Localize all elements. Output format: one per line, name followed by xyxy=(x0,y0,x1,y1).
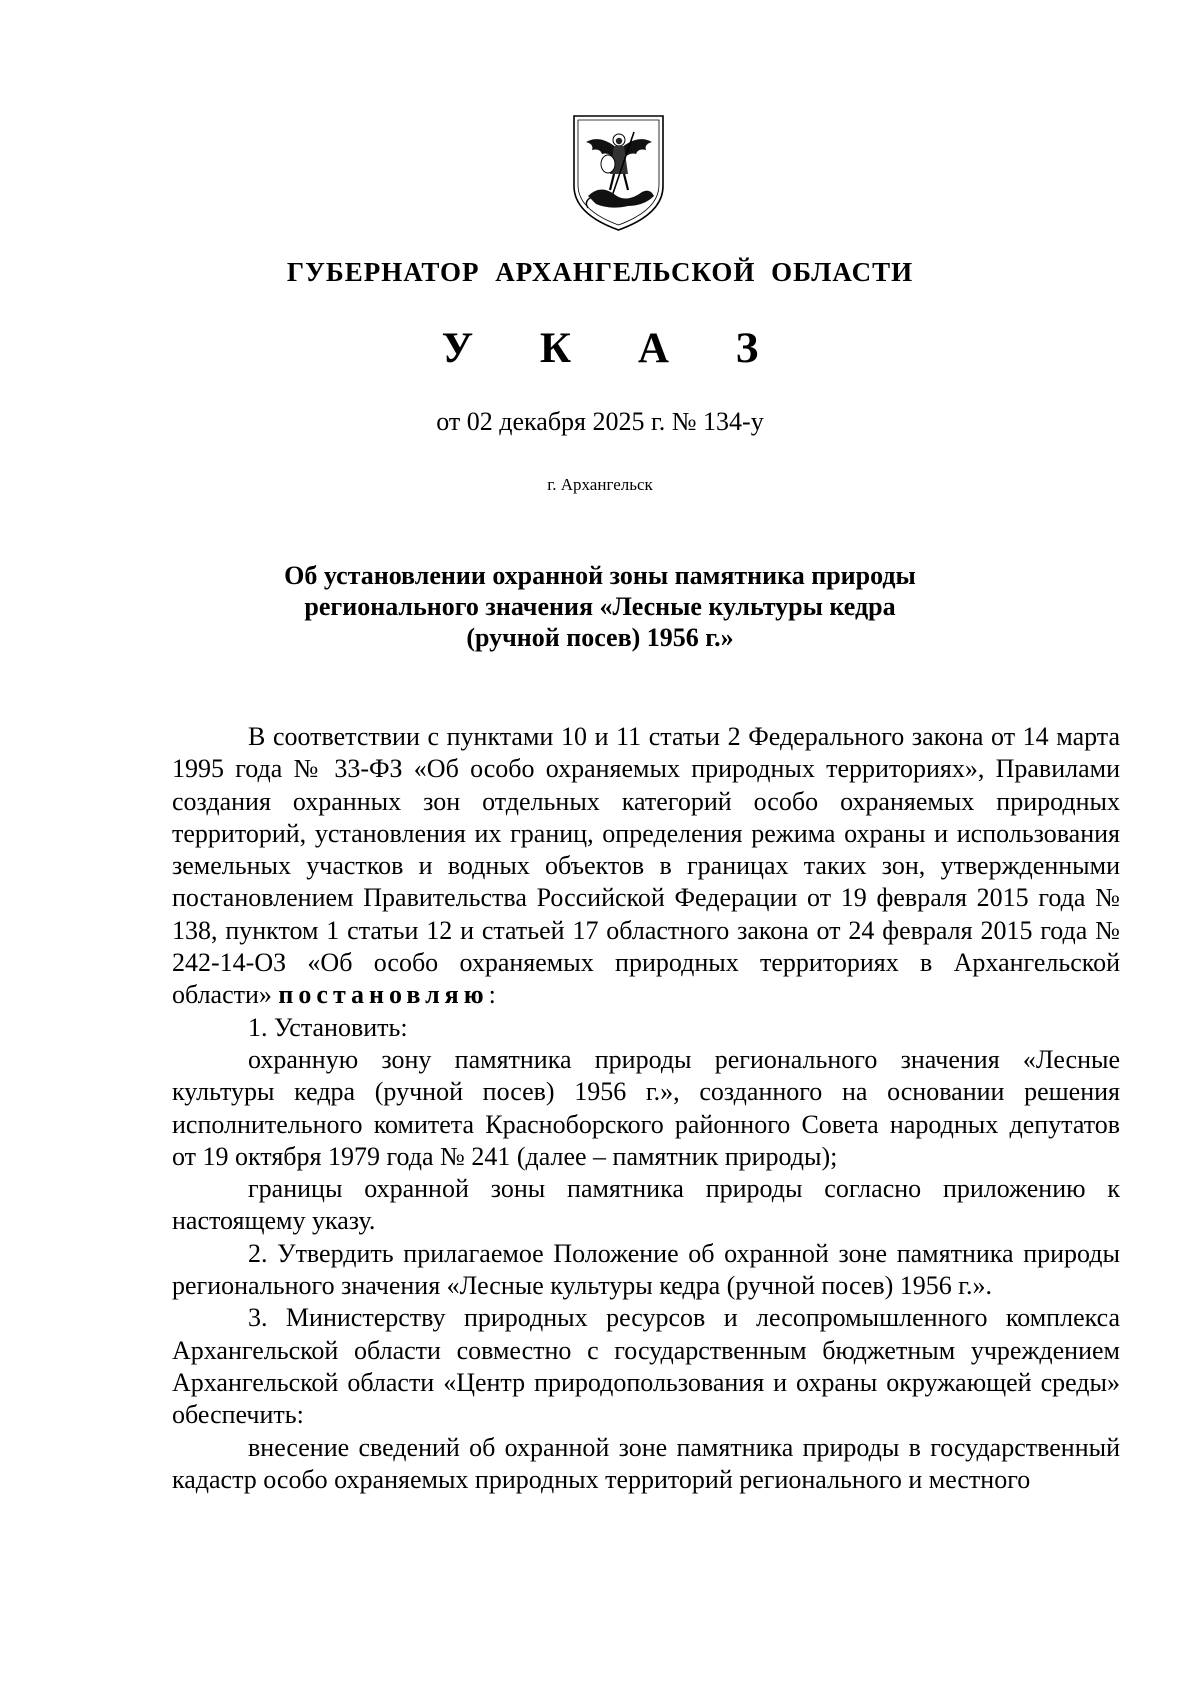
coat-of-arms-emblem xyxy=(570,114,667,232)
document-title-line: (ручной посев) 1956 г.» xyxy=(466,623,734,652)
clause-1b-paragraph: границы охранной зоны памятника природы согласно приложению к настоящему указу. xyxy=(172,1174,1120,1236)
document-type: У К А З xyxy=(441,325,787,372)
document-body xyxy=(172,721,1120,1496)
decree-word: постановляю xyxy=(278,980,489,1010)
preamble-text: В соответствии с пунктами 10 и 11 статьи 2 Федерального закона от 14 марта 1995 года № 33-ФЗ «Об особо охраняемых природных территориях», Правилами создания охранных зон отдельных категорий особо охраняемых природных территорий, установления их границ, определения режима охраны и использования земельных участков и водных объектов в границах таких зон, утвержденными постановлением Правительства Российской Федерации от 19 февраля 2015 года № 138, пунктом 1 статьи 12 и статьей 17 областного закона от 24 февраля 2015 года № 242-14-ОЗ «Об особо охраняемых природных территориях в Архангельской области» xyxy=(172,722,1120,1010)
document-date-number: от 02 декабря 2025 г. № 134-у xyxy=(436,407,764,436)
coat-of-arms-icon xyxy=(570,114,667,232)
preamble-paragraph xyxy=(172,721,1120,1012)
document-title xyxy=(0,560,1200,653)
clause-1-heading: 1. Установить: xyxy=(248,1012,408,1042)
decree-colon: : xyxy=(488,980,496,1010)
issuing-authority: ГУБЕРНАТОР АРХАНГЕЛЬСКОЙ ОБЛАСТИ xyxy=(286,257,914,287)
clause-2-paragraph: 2. Утвердить прилагаемое Положение об охранной зоне памятника природы регионального значения «Лесные культуры кедра (ручной посев) 1956 г.». xyxy=(172,1238,1120,1301)
document-title-line: регионального значения «Лесные культуры кедра xyxy=(304,592,896,621)
clause-1a-paragraph: охранную зону памятника природы регионального значения «Лесные культуры кедра (ручной посев) 1956 г.», созданного на основании решения исполнительного комитета Красноборского районного Совета народных депутатов от 19 октября 1979 года № 241 (далее – памятник природы); xyxy=(172,1044,1120,1171)
document-title-line: Об установлении охранной зоны памятника природы xyxy=(284,561,916,590)
clause-3a-paragraph: внесение сведений об охранной зоне памятника природы в государственный кадастр особо охраняемых природных территорий регионального и местного xyxy=(172,1432,1120,1494)
document-city: г. Архангельск xyxy=(547,475,653,494)
clause-3-paragraph: 3. Министерству природных ресурсов и лесопромышленного комплекса Архангельской области совместно с государственным бюджетным учреждением Архангельской области «Центр природопользования и охраны окружающей среды» обеспечить: xyxy=(172,1303,1120,1430)
